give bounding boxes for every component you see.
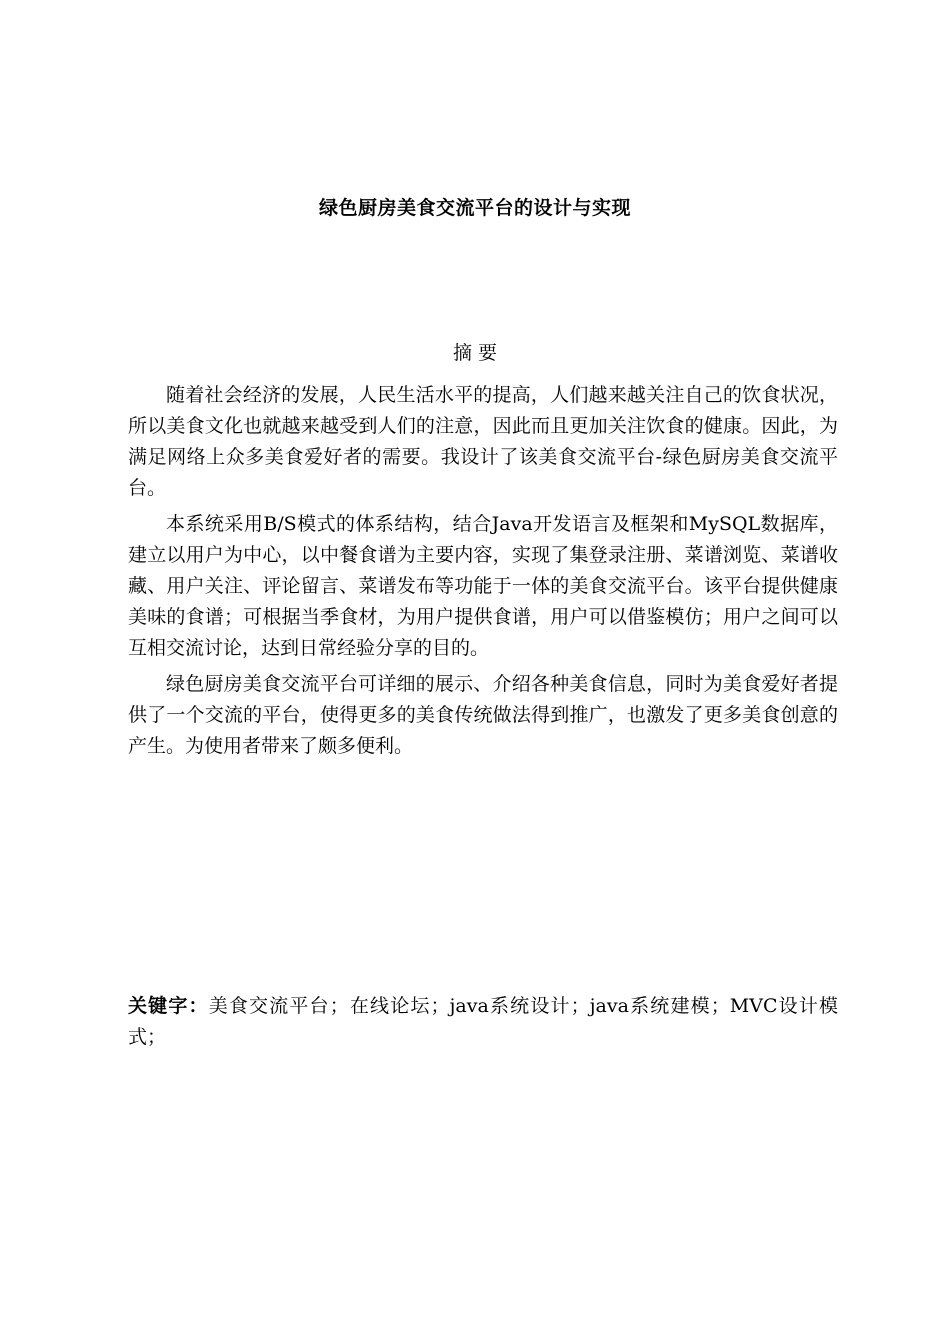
document-title: 绿色厨房美食交流平台的设计与实现 bbox=[318, 197, 631, 219]
abstract-paragraph: 随着社会经济的发展，人民生活水平的提高，人们越来越关注自己的饮食状况，所以美食文化也就越来越受到人们的注意，因此而且更加关注饮食的健康。因此，为满足网络上众多美食爱好者的需要。我设计了该美食交流平台-绿色厨房美食交流平台。 bbox=[128, 384, 838, 499]
abstract-body bbox=[128, 380, 838, 767]
keywords-label: 关键字： bbox=[128, 995, 209, 1017]
keywords bbox=[128, 991, 838, 1053]
keywords-text: 美食交流平台；在线论坛；java系统设计；java系统建模；MVC设计模式； bbox=[128, 995, 838, 1048]
abstract-paragraph: 本系统采用B/S模式的体系结构，结合Java开发语言及框架和MySQL数据库，建立以用户为中心，以中餐食谱为主要内容，实现了集登录注册、菜谱浏览、菜谱收藏、用户关注、评论留言、菜谱发布等功能于一体的美食交流平台。该平台提供健康美味的食谱；可根据当季食材，为用户提供食谱，用户可以借鉴模仿；用户之间可以互相交流讨论，达到日常经验分享的目的。 bbox=[128, 513, 838, 659]
abstract-paragraph: 绿色厨房美食交流平台可详细的展示、介绍各种美食信息，同时为美食爱好者提供了一个交流的平台，使得更多的美食传统做法得到推广，也激发了更多美食创意的产生。为使用者带来了颇多便利。 bbox=[128, 673, 838, 757]
abstract-heading: 摘 要 bbox=[452, 342, 498, 364]
